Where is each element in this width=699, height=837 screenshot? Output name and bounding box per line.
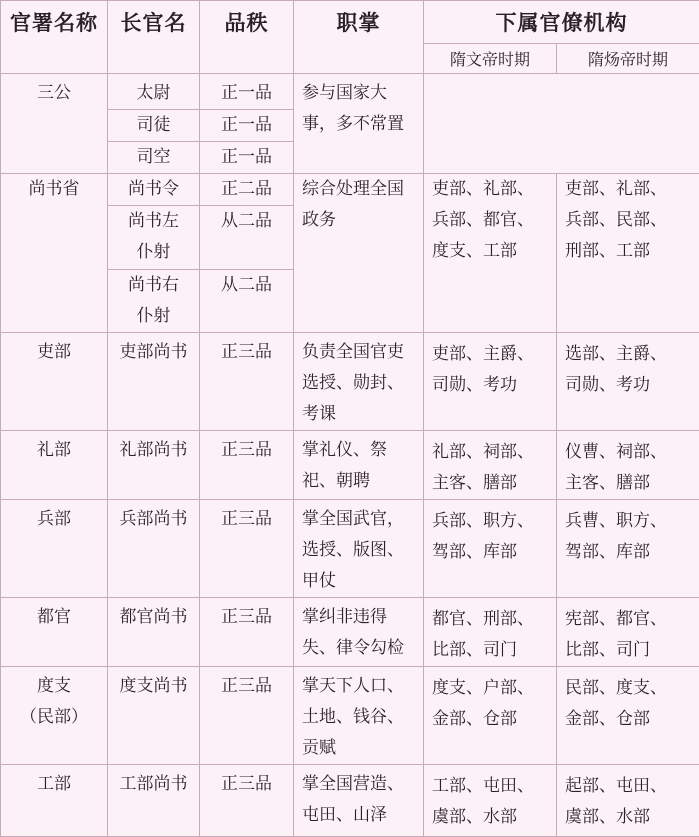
wen-cell [424,333,557,431]
office-cell [1,74,108,174]
header-yang-period: 隋炀帝时期 [557,44,699,74]
wen-cell [424,765,557,837]
yang-subordinates: 选部、主爵、 司勋、考功 [557,333,699,401]
rank-value: 正一品 [200,74,293,109]
header-wen-period: 隋文帝时期 [424,44,557,74]
office-cell [1,333,108,431]
yang-subordinates: 宪部、都官、 比部、司门 [557,598,699,666]
table-row [1,74,699,110]
wen-cell [424,667,557,765]
office-cell [1,598,108,667]
rank-cell [200,598,294,667]
yang-cell [557,174,699,333]
table-row [1,667,699,765]
chief-name: 吏部尚书 [108,333,199,368]
wen-cell [424,500,557,598]
chief-name: 都官尚书 [108,598,199,633]
rank-value: 正三品 [200,333,293,368]
yang-cell [557,333,699,431]
rank-cell [200,142,294,174]
wen-cell [424,431,557,500]
chief-name: 礼部尚书 [108,431,199,466]
yang-cell [557,667,699,765]
yang-subordinates: 民部、度支、 金部、仓部 [557,667,699,735]
chief-cell [108,333,200,431]
rank-value: 从二品 [200,270,293,301]
duty-cell [294,765,424,837]
duty-text: 综合处理全国 政务 [294,174,423,236]
office-cell [1,667,108,765]
rank-value: 正三品 [200,667,293,702]
office-name: 工部 [1,765,107,800]
chief-name: 太尉 [108,74,199,109]
chief-cell [108,598,200,667]
table-row [1,333,699,431]
office-name: 度支 （民部） [1,667,107,733]
chief-name: 工部尚书 [108,765,199,800]
chief-cell [108,206,200,270]
rank-value: 正三品 [200,500,293,535]
duty-text: 掌天下人口、 土地、钱谷、 贡赋 [294,667,423,764]
wen-cell [424,598,557,667]
chief-cell [108,174,200,206]
duty-text: 掌礼仪、祭 祀、朝聘 [294,431,423,497]
rank-value: 正三品 [200,765,293,800]
yang-cell [557,598,699,667]
chief-cell [108,667,200,765]
header-chief: 长官名 [108,1,200,74]
rank-cell [200,110,294,142]
chief-name: 尚书右 仆射 [108,270,199,332]
chief-cell [108,431,200,500]
office-cell [1,765,108,837]
rank-value: 正三品 [200,431,293,466]
chief-name: 司徒 [108,110,199,141]
office-name: 都官 [1,598,107,633]
office-name: 兵部 [1,500,107,535]
chief-cell [108,270,200,333]
empty-subordinate-cell [424,74,699,174]
wen-subordinates: 礼部、祠部、 主客、膳部 [424,431,556,499]
chief-name: 度支尚书 [108,667,199,702]
header-duty: 职掌 [294,1,424,74]
yang-cell [557,765,699,837]
office-cell [1,431,108,500]
duty-cell [294,667,424,765]
yang-subordinates: 兵曹、职方、 驾部、库部 [557,500,699,568]
duty-text: 掌纠非违得 失、律令勾检 [294,598,423,664]
rank-cell [200,174,294,206]
wen-cell [424,174,557,333]
chief-cell [108,74,200,110]
office-name: 礼部 [1,431,107,466]
duty-cell [294,500,424,598]
rank-cell [200,206,294,270]
chief-cell [108,110,200,142]
rank-cell [200,667,294,765]
duty-cell [294,333,424,431]
chief-cell [108,765,200,837]
rank-cell [200,500,294,598]
rank-cell [200,765,294,837]
rank-value: 正二品 [200,174,293,205]
header-subordinate: 下属官僚机构 [424,1,699,44]
header-row [1,1,699,44]
wen-subordinates: 吏部、礼部、 兵部、都官、 度支、工部 [424,174,556,267]
chief-name: 尚书令 [108,174,199,205]
yang-subordinates: 起部、屯田、 虞部、水部 [557,765,699,833]
wen-subordinates: 吏部、主爵、 司勋、考功 [424,333,556,401]
wen-subordinates: 度支、户部、 金部、仓部 [424,667,556,735]
chief-cell [108,500,200,598]
yang-subordinates: 吏部、礼部、 兵部、民部、 刑部、工部 [557,174,699,267]
yang-cell [557,500,699,598]
chief-cell [108,142,200,174]
office-cell [1,174,108,333]
header-office: 官署名称 [1,1,108,74]
duty-text: 参与国家大 事，多不常置 [294,74,423,140]
duty-text: 掌全国武官， 选授、版图、 甲仗 [294,500,423,597]
chief-name: 兵部尚书 [108,500,199,535]
chief-name: 司空 [108,142,199,173]
table-row [1,431,699,500]
office-cell [1,500,108,598]
duty-cell [294,431,424,500]
table-row [1,765,699,837]
wen-subordinates: 都官、刑部、 比部、司门 [424,598,556,666]
rank-cell [200,333,294,431]
office-name: 三公 [1,74,107,109]
chief-name: 尚书左 仆射 [108,206,199,268]
office-name: 吏部 [1,333,107,368]
rank-cell [200,270,294,333]
duty-cell [294,174,424,333]
table-row [1,598,699,667]
office-name: 尚书省 [1,174,107,205]
duty-text: 掌全国营造、 屯田、山泽 [294,765,423,831]
rank-value: 从二品 [200,206,293,237]
rank-cell [200,74,294,110]
rank-value: 正一品 [200,142,293,173]
yang-subordinates: 仪曹、祠部、 主客、膳部 [557,431,699,499]
wen-subordinates: 兵部、职方、 驾部、库部 [424,500,556,568]
table-row [1,500,699,598]
rank-value: 正一品 [200,110,293,141]
wen-subordinates: 工部、屯田、 虞部、水部 [424,765,556,833]
duty-cell [294,598,424,667]
yang-cell [557,431,699,500]
rank-cell [200,431,294,500]
duty-cell [294,74,424,174]
header-rank: 品秩 [200,1,294,74]
rank-value: 正三品 [200,598,293,633]
table-row [1,174,699,206]
duty-text: 负责全国官吏 选授、勋封、 考课 [294,333,423,430]
